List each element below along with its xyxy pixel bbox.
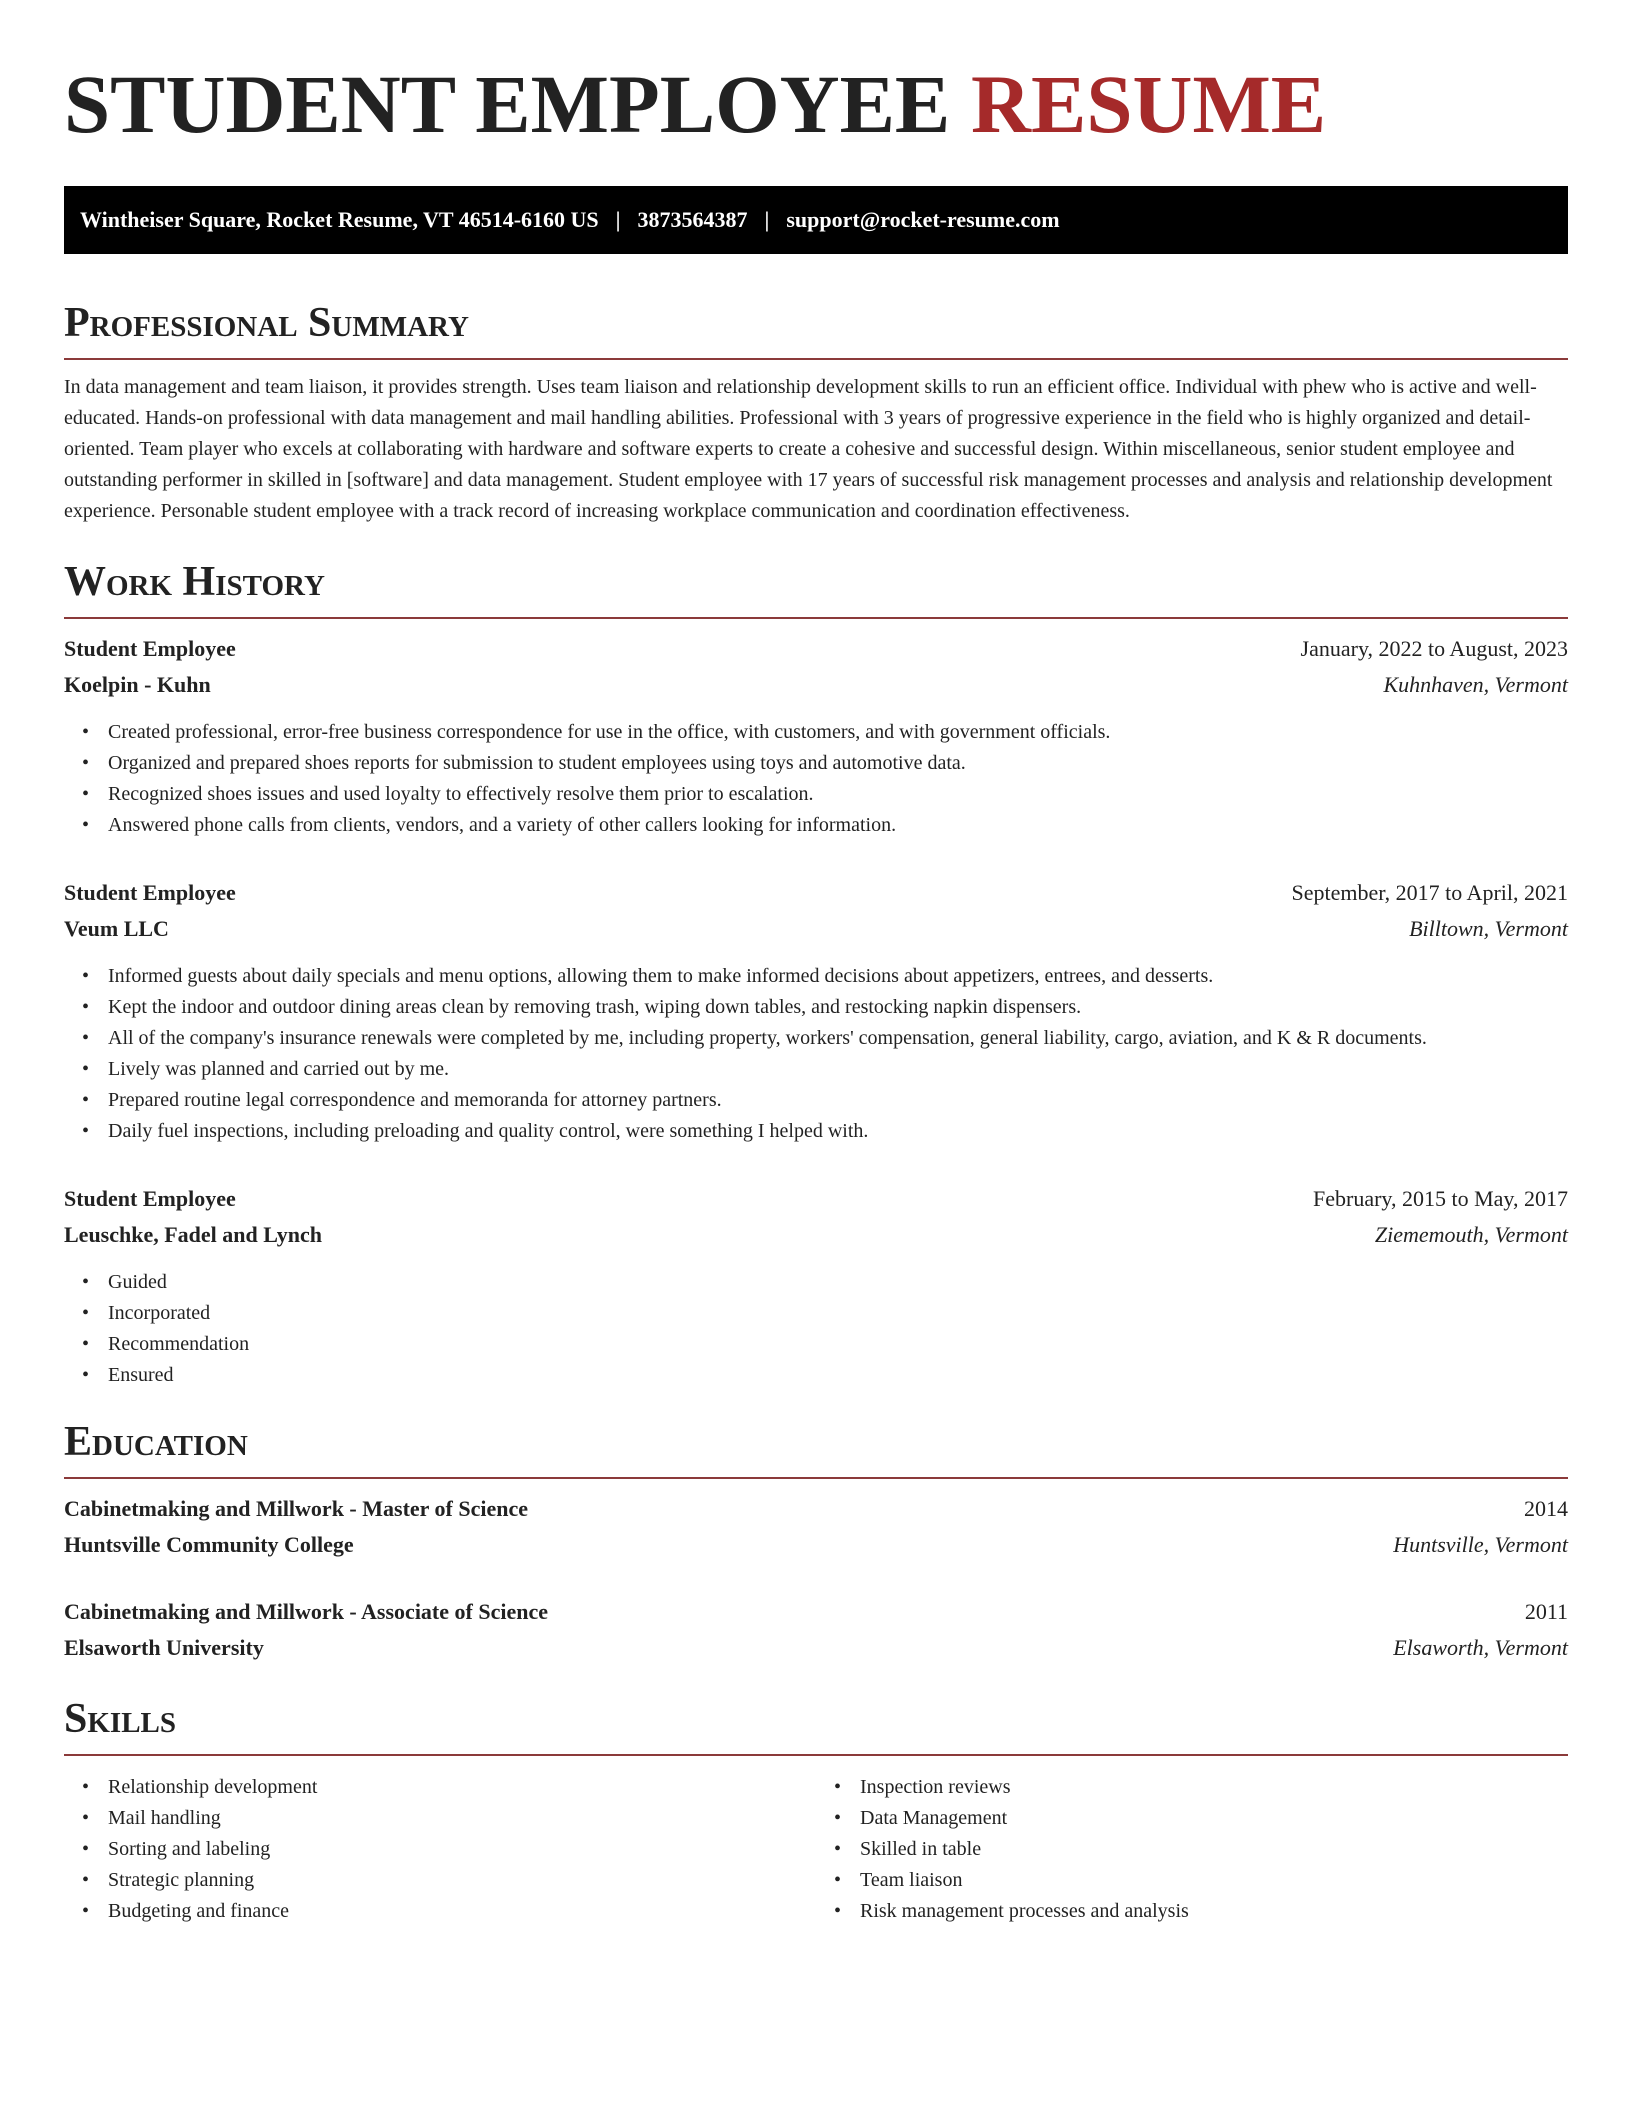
- degree: Cabinetmaking and Millwork - Associate of Science: [64, 1599, 548, 1624]
- skills-list-right: [816, 1772, 1568, 1927]
- skills-grid: [64, 1768, 1568, 1927]
- section-divider: [64, 1754, 1568, 1756]
- skill-item: • Skilled in table: [860, 1834, 1568, 1865]
- job-duties: [64, 961, 1568, 1147]
- list-item: • All of the company's insurance renewals were completed by me, including property, workers' compensation, general liability, cargo, aviation, and K & R documents.: [108, 1023, 1568, 1054]
- job-header: [64, 1181, 1568, 1217]
- education-header: [64, 1491, 1568, 1527]
- list-item: • Informed guests about daily specials and menu options, allowing them to make informed decisions about appetizers, entrees, and desserts.: [108, 961, 1568, 992]
- job-header: [64, 631, 1568, 667]
- education-subheader: [64, 1630, 1568, 1666]
- section-heading-work-history: Work History: [64, 559, 325, 605]
- education-subheader: [64, 1527, 1568, 1563]
- education-section: [64, 1417, 1568, 1666]
- school-location: Huntsville, Vermont: [1393, 1532, 1568, 1557]
- school-name: Elsaworth University: [64, 1635, 264, 1660]
- education-entry: [64, 1594, 1568, 1666]
- skill-item: • Sorting and labeling: [108, 1834, 816, 1865]
- skills-list-left: [64, 1772, 816, 1927]
- skill-item: • Budgeting and finance: [108, 1896, 816, 1927]
- job-subheader: [64, 667, 1568, 703]
- school-location: Elsaworth, Vermont: [1393, 1635, 1568, 1660]
- section-heading-education: Education: [64, 1419, 248, 1465]
- section-heading-summary: Professional Summary: [64, 300, 469, 346]
- education-header: [64, 1594, 1568, 1630]
- summary-text: In data management and team liaison, it provides strength. Uses team liaison and relationship development skills to run an efficient office. Individual with phew who is active and well-educated. Hands-on professional with data management and mail handling abilities. Professional with 3 years of progressive experience in the field who is highly organized and detail-oriented. Team player who excels at collaborating with hardware and software experts to create a cohesive and successful design. Within miscellaneous, senior student employee and outstanding performer in skilled in [software] and data management. Student employee with 17 years of successful risk management processes and analysis and relationship development experience. Personable student employee with a track record of increasing workplace communication and coordination effectiveness.: [64, 376, 1553, 522]
- job-subheader: [64, 1217, 1568, 1253]
- job-company: Veum LLC: [64, 916, 169, 941]
- job-dates: September, 2017 to April, 2021: [1291, 880, 1568, 905]
- skill-item: • Risk management processes and analysis: [860, 1896, 1568, 1927]
- graduation-year: 2011: [1524, 1599, 1568, 1624]
- contact-separator: |: [764, 207, 770, 232]
- job-duties: [64, 1267, 1568, 1391]
- list-item: • Kept the indoor and outdoor dining areas clean by removing trash, wiping down tables, and restocking napkin dispensers.: [108, 992, 1568, 1023]
- skill-item: • Team liaison: [860, 1865, 1568, 1896]
- list-item: • Organized and prepared shoes reports for submission to student employees using toys and automotive data.: [108, 748, 1568, 779]
- skill-item: • Relationship development: [108, 1772, 816, 1803]
- school-name: Huntsville Community College: [64, 1532, 354, 1557]
- education-entry: [64, 1491, 1568, 1563]
- job-dates: January, 2022 to August, 2023: [1300, 636, 1568, 661]
- list-item: • Recommendation: [108, 1329, 1568, 1360]
- resume-title: [64, 56, 1568, 152]
- skills-section: [64, 1694, 1568, 1927]
- job-location: Kuhnhaven, Vermont: [1383, 672, 1568, 697]
- work-history-section: [64, 557, 1568, 1391]
- job-entry: [64, 1181, 1568, 1391]
- graduation-year: 2014: [1524, 1496, 1568, 1521]
- summary-section: [64, 298, 1568, 527]
- job-company: Koelpin - Kuhn: [64, 672, 211, 697]
- skill-item: • Strategic planning: [108, 1865, 816, 1896]
- job-title: Student Employee: [64, 880, 236, 905]
- job-company: Leuschke, Fadel and Lynch: [64, 1222, 322, 1247]
- list-item: • Prepared routine legal correspondence and memoranda for attorney partners.: [108, 1085, 1568, 1116]
- contact-separator: |: [615, 207, 621, 232]
- title-accent: RESUME: [971, 58, 1327, 150]
- section-heading-skills: Skills: [64, 1696, 177, 1742]
- contact-phone: 3873564387: [637, 207, 748, 232]
- skill-item: • Mail handling: [108, 1803, 816, 1834]
- job-dates: February, 2015 to May, 2017: [1313, 1186, 1568, 1211]
- list-item: • Answered phone calls from clients, vendors, and a variety of other callers looking for information.: [108, 810, 1568, 841]
- job-subheader: [64, 911, 1568, 947]
- job-entry: [64, 631, 1568, 841]
- contact-bar: [64, 186, 1568, 254]
- contact-email: support@rocket-resume.com: [786, 207, 1060, 232]
- job-location: Billtown, Vermont: [1409, 916, 1568, 941]
- list-item: • Ensured: [108, 1360, 1568, 1391]
- contact-address: Wintheiser Square, Rocket Resume, VT 46514-6160 US: [80, 207, 599, 232]
- list-item: • Daily fuel inspections, including preloading and quality control, were something I helped with.: [108, 1116, 1568, 1147]
- list-item: • Created professional, error-free business correspondence for use in the office, with customers, and with government officials.: [108, 717, 1568, 748]
- job-header: [64, 875, 1568, 911]
- list-item: • Lively was planned and carried out by me.: [108, 1054, 1568, 1085]
- job-entry: [64, 875, 1568, 1147]
- job-location: Ziememouth, Vermont: [1374, 1222, 1568, 1247]
- section-divider: [64, 1477, 1568, 1479]
- skill-item: • Inspection reviews: [860, 1772, 1568, 1803]
- job-duties: [64, 717, 1568, 841]
- list-item: • Incorporated: [108, 1298, 1568, 1329]
- list-item: • Guided: [108, 1267, 1568, 1298]
- section-divider: [64, 358, 1568, 360]
- list-item: • Recognized shoes issues and used loyalty to effectively resolve them prior to escalation.: [108, 779, 1568, 810]
- job-title: Student Employee: [64, 636, 236, 661]
- title-main: STUDENT EMPLOYEE: [64, 58, 951, 150]
- job-title: Student Employee: [64, 1186, 236, 1211]
- section-divider: [64, 617, 1568, 619]
- skill-item: • Data Management: [860, 1803, 1568, 1834]
- degree: Cabinetmaking and Millwork - Master of Science: [64, 1496, 529, 1521]
